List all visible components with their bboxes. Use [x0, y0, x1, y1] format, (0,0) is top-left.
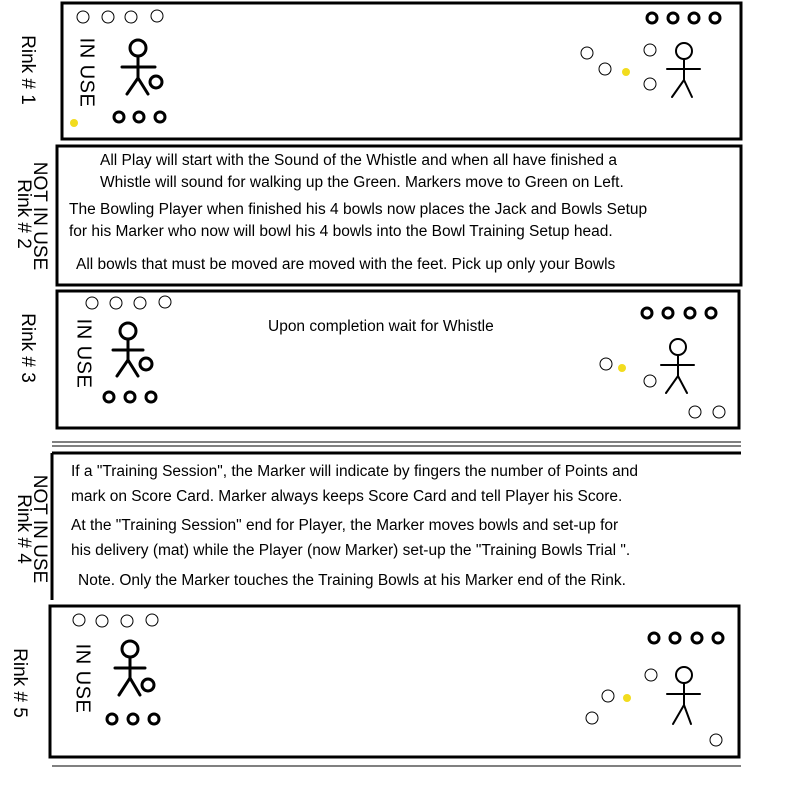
rink-4-status-label: NOT IN USE: [29, 474, 50, 584]
bowl: [689, 13, 699, 23]
bowl: [107, 714, 117, 724]
bowl: [86, 297, 98, 309]
bowl: [668, 13, 678, 23]
rink-5-right-player-figure: [667, 667, 700, 724]
bowl: [104, 392, 114, 402]
bowl: [600, 358, 612, 370]
rink-1-label: Rink # 1: [17, 35, 38, 105]
rink-3-left-bowls: [104, 392, 156, 402]
bowl: [645, 669, 657, 681]
rink-2-note-line: The Bowling Player when finished his 4 bowls now places the Jack and Bowls Setup: [69, 201, 648, 218]
bowl: [146, 614, 158, 626]
bowl: [713, 633, 723, 643]
rink-1-left-waiting-bowls: [77, 10, 163, 23]
bowl: [128, 714, 138, 724]
bowl: [102, 11, 114, 23]
rink-3-right-player-figure: [661, 339, 694, 393]
jack: [622, 68, 630, 76]
bowl: [599, 63, 611, 75]
rink-2-note-line: Whistle will sound for walking up the Green. Markers move to Green on Left.: [100, 174, 624, 191]
rink-5-label: Rink # 5: [9, 648, 30, 718]
bowl: [706, 308, 716, 318]
rink-2-note-line: All bowls that must be moved are moved with the feet. Pick up only your Bowls: [76, 256, 616, 273]
bowl-in-hand: [142, 679, 154, 691]
rink-3-left-player-figure: [113, 323, 143, 376]
rink-1-left-bowls: [114, 112, 165, 122]
rink-3-status-label: IN USE: [72, 318, 95, 389]
rink-4-note-line: Note. Only the Marker touches the Training Bowls at his Marker end of the Rink.: [78, 572, 626, 589]
rink-4-note-line: At the "Training Session" end for Player, the Marker moves bowls and set-up for: [71, 517, 619, 534]
rink-2-note-line: for his Marker who now will bowl his 4 bowls into the Bowl Training Setup head.: [69, 223, 613, 240]
bowl: [644, 44, 656, 56]
bowl: [663, 308, 673, 318]
rink-3-left-waiting-bowls: [86, 296, 171, 309]
rink-1-head-bowls: [581, 44, 656, 90]
bowl: [689, 406, 701, 418]
bowl: [710, 734, 722, 746]
bowl: [134, 112, 144, 122]
rink-4-label: Rink # 4: [13, 494, 34, 564]
bowl: [146, 392, 156, 402]
rink-3-right-bowls: [642, 308, 716, 318]
bowl: [685, 308, 695, 318]
bowl: [110, 297, 122, 309]
bowl: [670, 633, 680, 643]
rink-4-note-line: mark on Score Card. Marker always keeps Score Card and tell Player his Score.: [71, 488, 623, 505]
rink-4-note-line: his delivery (mat) while the Player (now Marker) set-up the "Training Bowls Trial ".: [71, 542, 631, 559]
bowl: [134, 297, 146, 309]
bowl: [642, 308, 652, 318]
bowl: [644, 78, 656, 90]
bowl-in-hand: [140, 358, 152, 370]
bowl: [647, 13, 657, 23]
rink-3-box: [57, 291, 739, 428]
bowl: [159, 296, 171, 308]
bowl: [692, 633, 702, 643]
rink-4-note-line: If a "Training Session", the Marker will indicate by fingers the number of Points and: [71, 463, 638, 480]
rink-5-left-bowls: [107, 714, 159, 724]
jack: [70, 119, 78, 127]
rink-1-right-bowls: [647, 13, 720, 23]
bowl: [121, 615, 133, 627]
bowl: [125, 11, 137, 23]
rink-1-status-label: IN USE: [75, 37, 98, 108]
rink-3-label: Rink # 3: [17, 313, 38, 383]
bowl: [155, 112, 165, 122]
bowl: [644, 375, 656, 387]
bowl: [114, 112, 124, 122]
rink-5-head-bowls: [586, 669, 722, 746]
bowl: [602, 690, 614, 702]
bowl-in-hand: [150, 76, 162, 88]
rink-5-left-player-figure: [115, 641, 145, 695]
bowl: [649, 633, 659, 643]
bowl: [149, 714, 159, 724]
bowl: [586, 712, 598, 724]
bowl: [96, 615, 108, 627]
rink-2-label: Rink # 2: [13, 179, 34, 249]
bowl: [73, 614, 85, 626]
rink-5-left-waiting-bowls: [73, 614, 158, 627]
bowl: [151, 10, 163, 22]
bowl: [77, 11, 89, 23]
bowl: [581, 47, 593, 59]
jack: [623, 694, 631, 702]
rink-2-note-line: All Play will start with the Sound of the Whistle and when all have finished a: [100, 152, 617, 169]
rink-3-note: Upon completion wait for Whistle: [268, 318, 494, 335]
rink-2-status-label: NOT IN USE: [29, 161, 50, 271]
rink-1-right-player-figure: [667, 43, 700, 97]
rink-5-status-label: IN USE: [71, 643, 94, 714]
bowl: [710, 13, 720, 23]
bowl: [125, 392, 135, 402]
rink-5-right-bowls: [649, 633, 723, 643]
bowl: [713, 406, 725, 418]
jack: [618, 364, 626, 372]
